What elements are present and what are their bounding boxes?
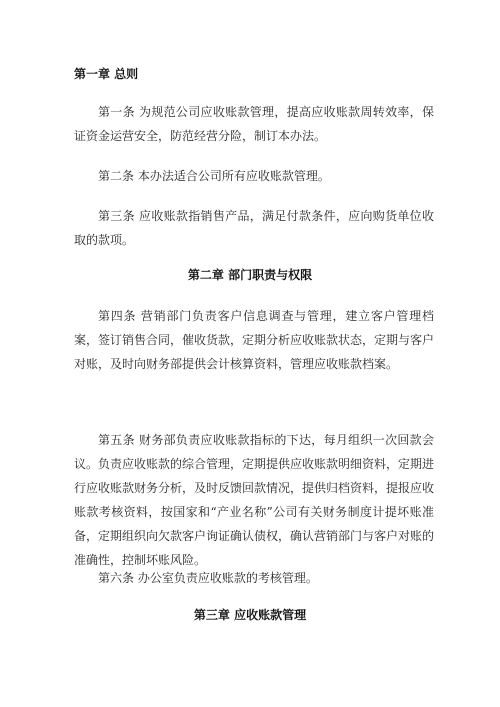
article-paragraph: 第一条 为规范公司应收账款管理，提高应收账款周转效率，保证资金运营安全，防范经营分险，制订本办法。 (74, 105, 434, 143)
article-paragraph: 第六条 办公室负责应收账款的考核管理。 (98, 571, 318, 585)
chapter-heading: 第一章 总则 (74, 67, 139, 81)
chapter-heading: 第三章 应收账款管理 (193, 608, 307, 622)
article-paragraph: 第三条 应收账款指销售产品，满足付款条件，应向购货单位收取的款项。 (74, 209, 434, 247)
article-paragraph: 第二条 本办法适合公司所有应收账款管理。 (98, 169, 330, 183)
chapter-heading: 第二章 部门职责与权限 (187, 268, 313, 282)
article-paragraph: 第四条 营销部门负责客户信息调查与管理，建立客户管理档案，签订销售合同，催收货款，定期分析应收账款状态，定期与客户对账，及时向财务部提供会计核算资料，管理应收账款档案。 (74, 309, 435, 371)
article-paragraph: 第五条 财务部负责应收账款指标的下达，每月组织一次回款会议。负责应收账款的综合管理，定期提供应收账款明细资料，定期进行应收账款财务分析，及时反馈回款情况，提供归档资料，提报应收账款考核资料，按国家和“产业名称”公司有关财务制度计提坏账准备，定期组织向欠款客户询证确认债权，确认营销部门与客户对账的准确性，控制坏账风险。 (74, 433, 435, 567)
